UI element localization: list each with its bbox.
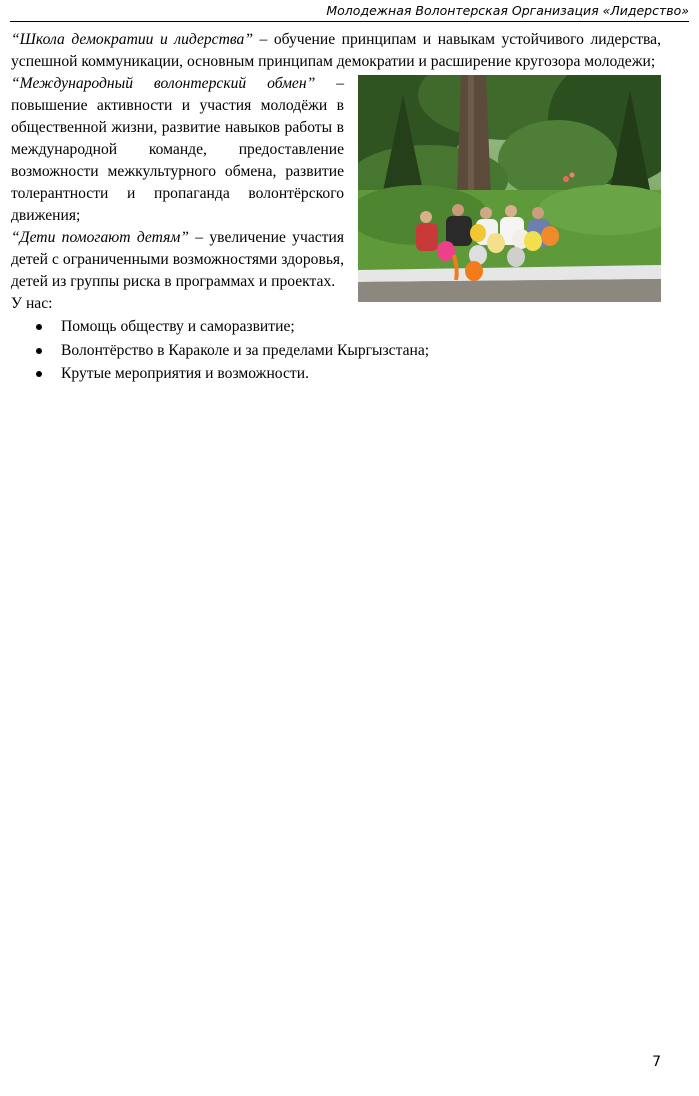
list-item	[11, 315, 661, 339]
bullet-icon	[36, 324, 42, 330]
program-description: – увеличение участия детей с ограниченными возможностями здоровья, детей из группы риска в программах и проектах.	[11, 229, 344, 290]
program-title: “Школа демократии и лидерства”	[11, 31, 253, 48]
program-title: “Международный волонтерский обмен”	[11, 75, 316, 92]
page-number: 7	[652, 1054, 661, 1070]
list-item-text: Помощь обществу и саморазвитие;	[61, 318, 295, 335]
list-item	[11, 362, 661, 386]
program-school-of-democracy	[11, 29, 661, 73]
benefits-list	[11, 315, 661, 386]
bullet-icon	[36, 371, 42, 377]
list-item	[11, 339, 661, 363]
list-item-text: Крутые мероприятия и возможности.	[61, 365, 309, 382]
program-description: – повышение активности и участия молодёжи в общественной жизни, развитие навыков работы в международной команде, предоставление возможности межкультурного обмена, развитие толерантности и пропаганда волонтёрского движения;	[11, 75, 344, 224]
list-item-text: Волонтёрство в Караколе и за пределами Кыргызстана;	[61, 341, 430, 359]
header-divider	[10, 21, 689, 22]
group-photo	[358, 75, 661, 302]
program-description: – обучение принципам и навыкам устойчивого лидерства, успешной коммуникации, основным принципам демократии и расширение кругозора молодежи;	[11, 31, 661, 70]
page-body	[11, 29, 661, 386]
running-header: Молодежная Волонтерская Организация «Лидерство»	[326, 3, 689, 18]
intro-label: У нас:	[11, 295, 53, 312]
bullet-icon	[36, 348, 42, 354]
program-title: “Дети помогают детям”	[11, 229, 189, 246]
